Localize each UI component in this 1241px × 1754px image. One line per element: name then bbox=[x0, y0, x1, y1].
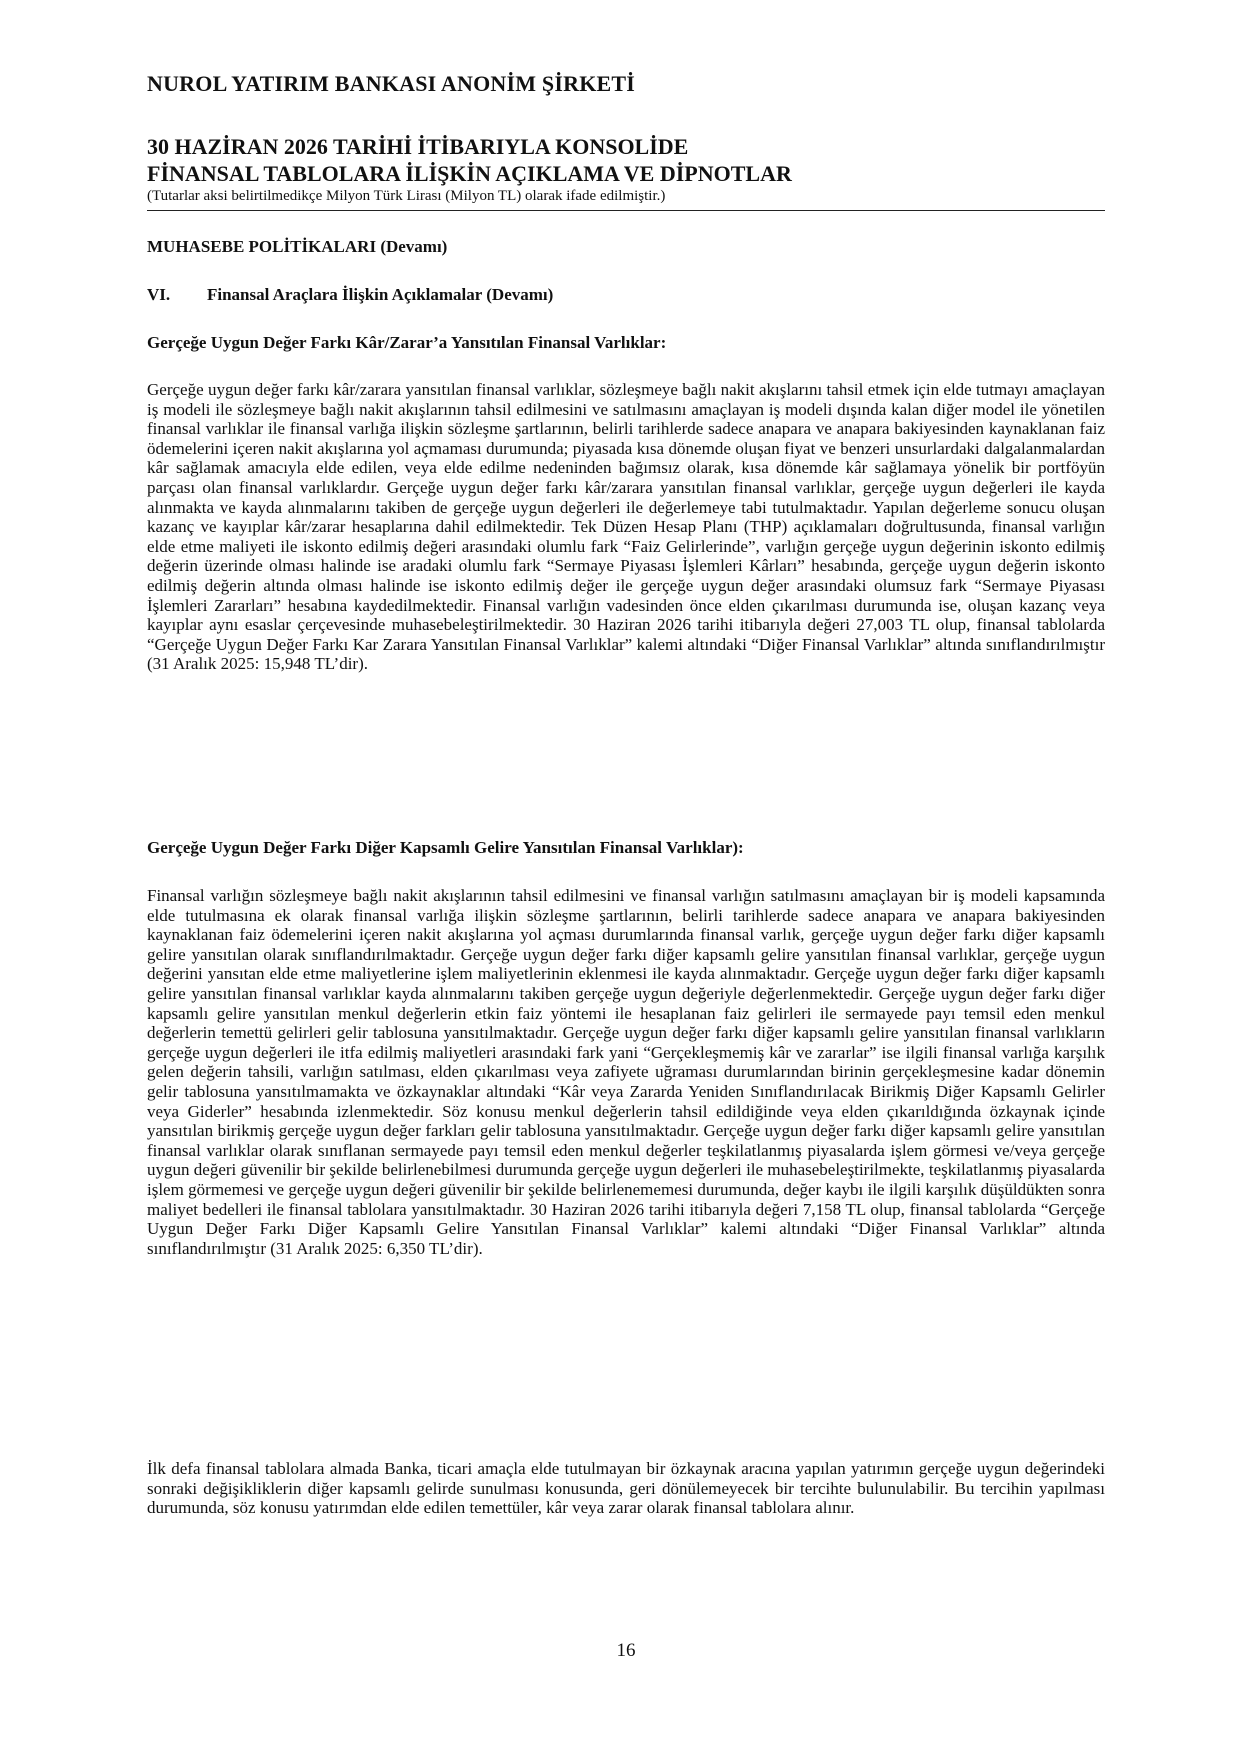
fvoci-paragraph-2: İlk defa finansal tablolara almada Banka, ticari amaçla elde tutulmayan bir özkaynak aracına yapılan yatırımın gerçeğe uygun değerindeki sonraki değişikliklerin diğer kapsamlı gelirde sunulması konusunda, geri dönülemeyecek bir tercihte bulunulabilir. Bu tercihin yapılması durumunda, söz konusu yatırımdan elde edilen temettüler, kâr veya zarar olarak finansal tablolara alınır. bbox=[147, 1459, 1105, 1518]
subsection-number: VI. bbox=[147, 285, 171, 304]
fvoci-heading: Gerçeğe Uygun Değer Farkı Diğer Kapsamlı Gelire Yansıtılan Finansal Varlıklar): bbox=[147, 838, 744, 857]
header-divider bbox=[147, 210, 1105, 211]
report-title-line-1: 30 HAZİRAN 2026 TARİHİ İTİBARIYLA KONSOLİDE bbox=[147, 134, 689, 159]
currency-note: (Tutarlar aksi belirtilmedikçe Milyon Türk Lirası (Milyon TL) olarak ifade edilmiştir.) bbox=[147, 188, 666, 204]
fvoci-paragraph: Finansal varlığın sözleşmeye bağlı nakit akışlarının tahsil edilmesini ve finansal varlığın satılmasını amaçlayan bir iş modeli kapsamında elde tutulmasına ek olarak finansal varlığa ilişkin sözleşme şartlarının, belirli tarihlerde sadece anapara ve anapara bakiyesinden kaynaklanan faiz ödemelerini içeren nakit akışlarına yol açması durumlarında finansal varlık, gerçeğe uygun değer farkı diğer kapsamlı gelire yansıtılan olarak sınıflandırılmaktadır. Gerçeğe uygun değer farkı diğer kapsamlı gelire yansıtılan finansal varlıklar, gerçeğe uygun değerini yansıtan elde etme maliyetlerine işlem maliyetlerinin eklenmesi ile kayda alınmaktadır. Gerçeğe uygun değer farkı diğer kapsamlı gelire yansıtılan finansal varlıklar kayda alınmalarını takiben gerçeğe uygun değeriyle değerlenmektedir. Gerçeğe uygun değer farkı diğer kapsamlı gelire yansıtılan menkul değerlerin etkin faiz yöntemi ile hesaplanan faiz gelirleri ile sermayede payı temsil eden menkul değerlerin temettü gelirleri gelir tablosuna yansıtılmaktadır. Gerçeğe uygun değer farkı diğer kapsamlı gelire yansıtılan finansal varlıkların gerçeğe uygun değerleri ile itfa edilmiş maliyetleri arasındaki fark yani “Gerçekleşmemiş kâr ve zararlar” ise ilgili finansal varlığa karşılık gelen değerin tahsili, varlığın satılması, elden çıkarılması veya zafiyete uğraması durumlarından birinin gerçekleşmesine kadar dönemin gelir tablosuna yansıtılmamakta ve özkaynaklar altındaki “Kâr veya Zararda Yeniden Sınıflandırılacak Birikmiş Diğer Kapsamlı Gelirler veya Giderler” hesabında izlenmektedir. Söz konusu menkul değerlerin tahsil edildiğinde veya elden çıkarıldığında özkaynak içinde yansıtılan birikmiş gerçeğe uygun değer farkları gelir tablosuna yansıtılmaktadır. Gerçeğe uygun değer farkı diğer kapsamlı gelire yansıtılan finansal varlıklar olarak sınıflanan sermayede payı temsil eden menkul değerler teşkilatlanmış piyasalarda işlem görmesi ve/veya gerçeğe uygun değeri güvenilir bir şekilde belirlenebilmesi durumunda gerçeğe uygun değerleri ile muhasebeleştirilmekte, teşkilatlanmış piyasalarda işlem görmemesi ve gerçeğe uygun değeri güvenilir bir şekilde belirlenememesi durumunda, değer kaybı ile ilgili karşılık düşüldükten sonra maliyet bedelleri ile finansal tablolara yansıtılmaktadır. 30 Haziran 2026 tarihi itibarıyla değeri 7,158 TL olup, finansal tablolarda “Gerçeğe Uygun Değer Farkı Diğer Kapsamlı Gelire Yansıtılan Finansal Varlıklar” kalemi altındaki “Diğer Finansal Varlıklar” altında sınıflandırılmıştır (31 Aralık 2025: 6,350 TL’dir). bbox=[147, 886, 1105, 1258]
page-number: 16 bbox=[616, 1640, 636, 1661]
report-title bbox=[147, 133, 792, 187]
fvtpl-paragraph: Gerçeğe uygun değer farkı kâr/zarara yansıtılan finansal varlıklar, sözleşmeye bağlı nakit akışlarını tahsil etmek için elde tutmayı amaçlayan iş modeli ile sözleşmeye bağlı nakit akışlarının tahsil edilmesini ve satılmasını amaçlayan iş modeli dışında kalan diğer model ile yönetilen finansal varlıklar ile finansal varlığa ilişkin sözleşme şartlarının, belirli tarihlerde sadece anapara ve anapara bakiyesinden kaynaklanan faiz ödemelerini içeren nakit akışlarına yol açmaması durumunda; piyasada kısa dönemde oluşan fiyat ve benzeri unsurlardaki dalgalanmalardan kâr sağlamak amacıyla elde edilen, veya elde edilme nedeninden bağımsız olarak, kısa dönemde kâr sağlamaya yönelik bir portföyün parçası olan finansal varlıklardır. Gerçeğe uygun değer farkı kâr/zarara yansıtılan finansal varlıklar, gerçeğe uygun değerleri ile kayda alınmakta ve kayda alınmalarını takiben de gerçeğe uygun değerleri ile değerlemeye tabi tutulmaktadır. Yapılan değerleme sonucu oluşan kazanç ve kayıplar kâr/zarar hesaplarına dahil edilmektedir. Tek Düzen Hesap Planı (THP) açıklamaları doğrultusunda, finansal varlığın elde etme maliyeti ile iskonto edilmiş değeri arasındaki olumlu fark “Faiz Gelirlerinde”, varlığın gerçeğe uygun değerinin iskonto edilmiş değerin üzerinde olması halinde ise aradaki olumlu fark “Sermaye Piyasası İşlemleri Kârları” hesabında, gerçeğe uygun değerin iskonto edilmiş değerin altında olması halinde ise iskonto edilmiş değer ile gerçeğe uygun değer arasındaki olumsuz fark “Sermaye Piyasası İşlemleri Zararları” hesabına kaydedilmektedir. Finansal varlığın vadesinden önce elden çıkarılması durumunda ise, oluşan kazanç veya kayıplar aynı esaslar çerçevesinde muhasebeleştirilmektedir. 30 Haziran 2026 tarihi itibarıyla değeri 27,003 TL olup, finansal tablolarda “Gerçeğe Uygun Değer Farkı Kar Zarara Yansıtılan Finansal Varlıklar” kalemi altındaki “Diğer Finansal Varlıklar” altında sınıflandırılmıştır (31 Aralık 2025: 15,948 TL’dir). bbox=[147, 380, 1105, 674]
bank-name: NUROL YATIRIM BANKASI ANONİM ŞİRKETİ bbox=[147, 71, 636, 96]
document-page bbox=[147, 0, 1105, 1754]
fvtpl-heading: Gerçeğe Uygun Değer Farkı Kâr/Zarar’a Yansıtılan Finansal Varlıklar: bbox=[147, 333, 667, 352]
report-title-line-2: FİNANSAL TABLOLARA İLİŞKİN AÇIKLAMA VE DİPNOTLAR bbox=[147, 161, 792, 186]
section-title: MUHASEBE POLİTİKALARI (Devamı) bbox=[147, 237, 448, 256]
subsection-title: Finansal Araçlara İlişkin Açıklamalar (Devamı) bbox=[207, 285, 554, 304]
subsection-heading bbox=[147, 285, 553, 305]
